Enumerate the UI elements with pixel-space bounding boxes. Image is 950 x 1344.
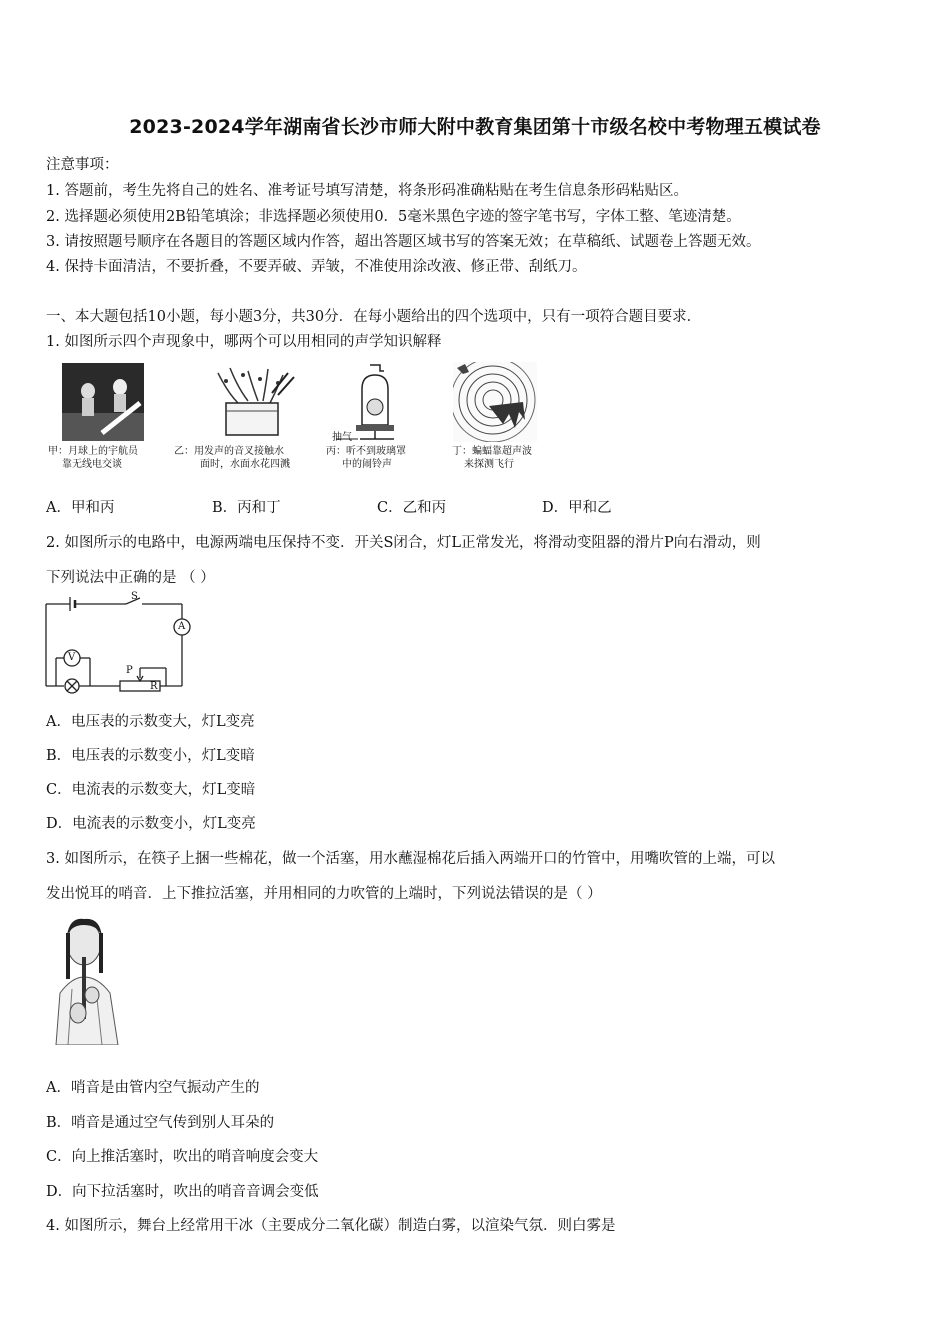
q1-option-d[interactable]: D．甲和乙	[542, 500, 612, 516]
voltmeter-label: V	[68, 652, 76, 663]
q3-option-c[interactable]: C．向上推活塞时，吹出的哨音响度会变大	[46, 1149, 319, 1165]
notice-item: 4. 保持卡面清洁，不要折叠，不要弄破、弄皱，不准使用涂改液、修正带、刮纸刀。	[46, 259, 587, 275]
notice-item: 2. 选择题必须使用2B铅笔填涂；非选择题必须使用0．5毫米黑色字迹的签字笔书写，字体工整、笔迹清楚。	[46, 209, 741, 225]
caption-jia: 甲：月球上的宇航员 靠无线电交谈	[48, 446, 138, 470]
figure-bats	[453, 362, 537, 442]
q3-option-b[interactable]: B．哨音是通过空气传到别人耳朵的	[46, 1115, 275, 1131]
q3-option-a[interactable]: A．哨音是由管内空气振动产生的	[46, 1080, 260, 1096]
ammeter-label: A	[178, 621, 186, 632]
q3-option-d[interactable]: D．向下拉活塞时，吹出的哨音音调会变低	[46, 1184, 319, 1200]
question-3-stem: 3. 如图所示，在筷子上捆一些棉花，做一个活塞，用水蘸湿棉花后插入两端开口的竹管中，用嘴吹管的上端，可以	[46, 851, 775, 867]
figure-girl-whistle	[42, 913, 126, 1045]
switch-label: S	[131, 591, 138, 602]
figure-tuning-fork	[208, 363, 300, 443]
question-2-stem-cont: 下列说法中正确的是 （ ）	[46, 570, 215, 586]
q1-option-b[interactable]: B．丙和丁	[212, 500, 281, 516]
pump-label: 抽气	[332, 432, 352, 443]
q2-option-c[interactable]: C．电流表的示数变大，灯L变暗	[46, 782, 256, 798]
section-heading: 一、本大题包括10小题，每小题3分，共30分．在每小题给出的四个选项中，只有一项符合题目要求．	[46, 309, 702, 325]
q2-option-b[interactable]: B．电压表的示数变小，灯L变暗	[46, 748, 255, 764]
question-4-stem: 4. 如图所示，舞台上经常用干冰（主要成分二氧化碳）制造白雾，以渲染气氛．则白雾是	[46, 1218, 616, 1234]
notice-item: 1. 答题前，考生先将自己的姓名、准考证号填写清楚，将条形码准确粘贴在考生信息条形码粘贴区。	[46, 183, 688, 199]
figure-astronauts	[62, 363, 144, 441]
caption-bing: 丙：听不到玻璃罩 中的闹铃声	[326, 446, 406, 470]
slider-label: P	[126, 665, 133, 676]
q1-option-c[interactable]: C．乙和丙	[377, 500, 447, 516]
figure-circuit	[40, 591, 200, 694]
question-1-stem: 1. 如图所示四个声现象中，哪两个可以用相同的声学知识解释	[46, 334, 442, 350]
resistor-label: R	[150, 681, 158, 692]
exam-title: 2023-2024学年湖南省长沙市师大附中教育集团第十市级名校中考物理五模试卷	[129, 116, 821, 138]
q2-option-d[interactable]: D．电流表的示数变小，灯L变亮	[46, 816, 256, 832]
notice-heading: 注意事项：	[46, 157, 119, 173]
question-3-stem-cont: 发出悦耳的哨音．上下推拉活塞，并用相同的力吹管的上端时，下列说法错误的是（ ）	[46, 886, 602, 902]
caption-ding: 丁：蝙蝠靠超声波 来探测飞行	[452, 446, 532, 470]
caption-yi: 乙：用发声的音叉接触水 面时，水面水花四溅	[174, 446, 290, 470]
q2-option-a[interactable]: A．电压表的示数变大，灯L变亮	[46, 714, 255, 730]
notice-item: 3. 请按照题号顺序在各题目的答题区域内作答，超出答题区域书写的答案无效；在草稿纸、试题卷上答题无效。	[46, 234, 761, 250]
question-2-stem: 2. 如图所示的电路中，电源两端电压保持不变．开关S闭合，灯L正常发光，将滑动变阻器的滑片P向右滑动，则	[46, 535, 761, 551]
q1-option-a[interactable]: A．甲和丙	[46, 500, 115, 516]
